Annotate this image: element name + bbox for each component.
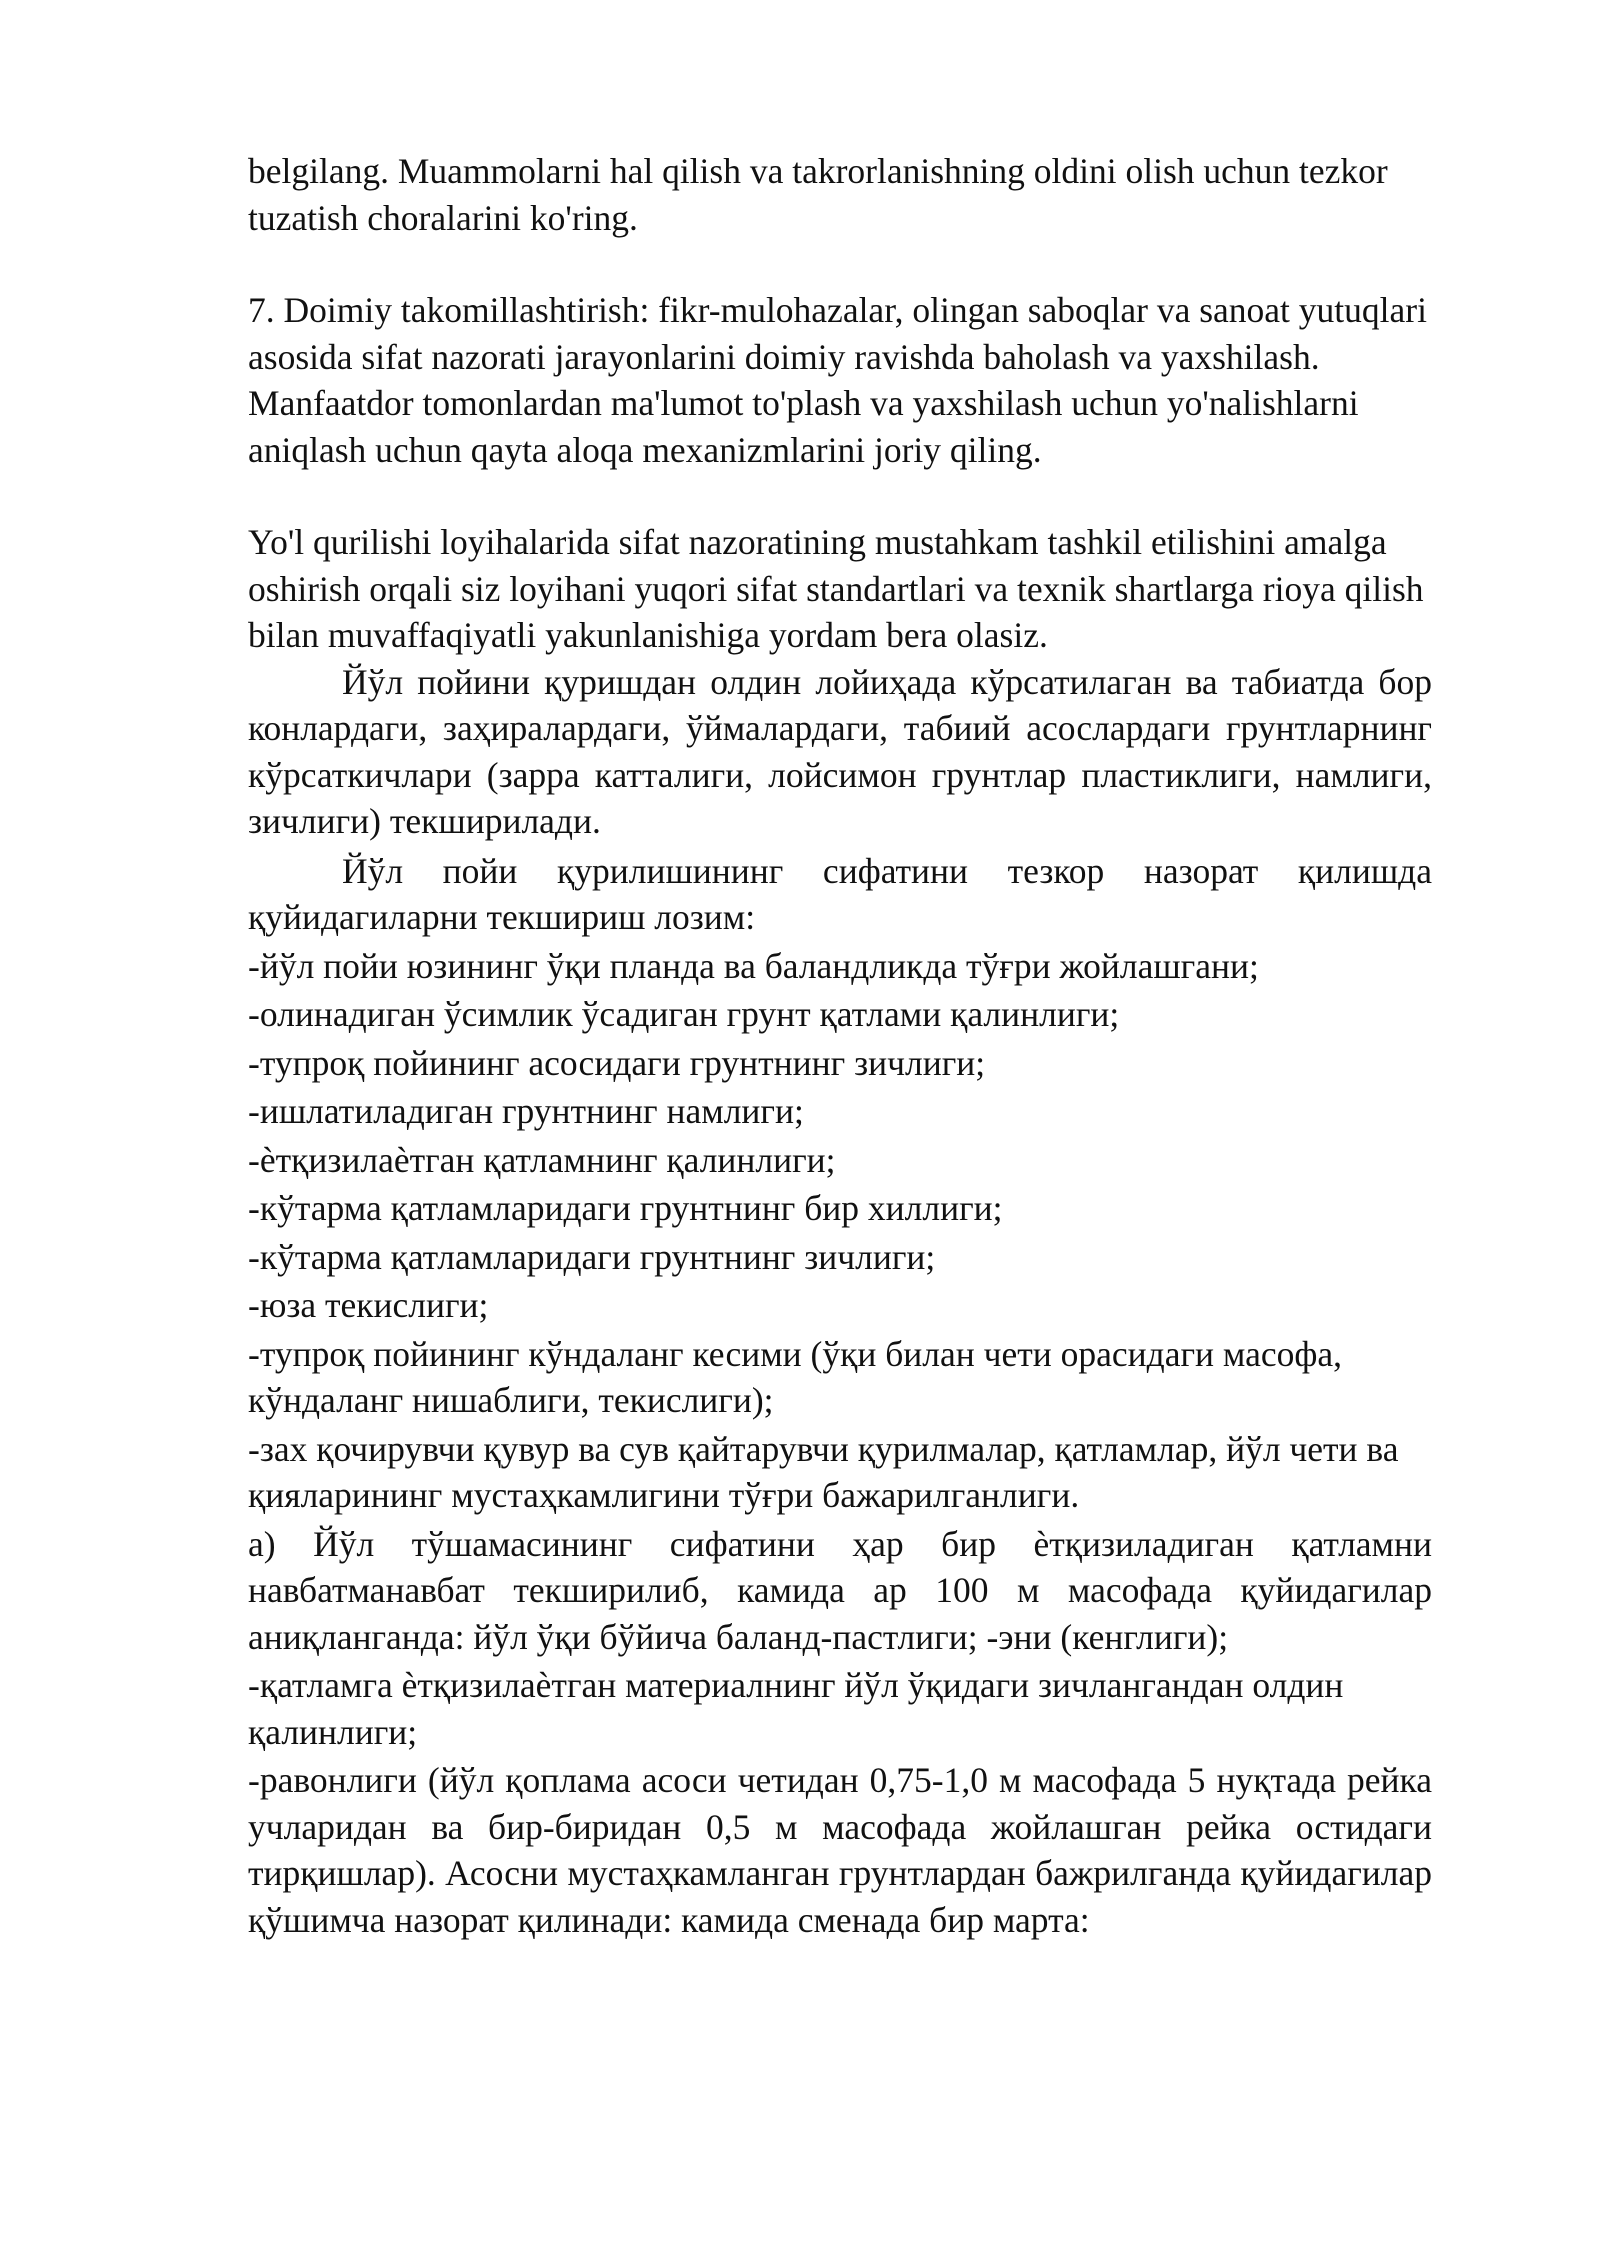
check-item: -юза текислиги; xyxy=(248,1285,489,1325)
check-item: -кўтарма қатламларидаги грунтнинг бир хиллиги; xyxy=(248,1188,1003,1228)
paragraph-soil-check-intro: Йўл пойини қуришдан олдин лойиҳада кўрсатилаган ва табиатда бор конлардаги, заҳиралардаги, ўймалардаги, табиий асослардаги грунтларнинг кўрсаткичлари (зарра катталиги, лойсимон грунтлар пластиклиги, намлиги, зичлиги) текширилади. xyxy=(248,661,1432,841)
paragraph-corrective-actions: belgilang. Muammolarni hal qilish va takrorlanishning oldini olish uchun tezkor tuzatish choralarini ko'ring. xyxy=(248,151,1388,238)
paragraph-quality-control-intro: Йўл пойи қурилишининг сифатини тезкор назорат қилишда қуйидагиларни текшириш лозим: xyxy=(248,850,1432,937)
paragraph-section-a: а) Йўл тўшамасининг сифатини ҳар бир ѐтқизиладиган қатламни навбатманавбат текширилиб, камида ар 100 м масофада қуйидагилар аниқланганда: йўл ўқи бўйича баланд-пастлиги; -эни (кенглиги); xyxy=(248,1523,1432,1657)
check-item: -тупроқ пойининг кўндаланг кесими (ўқи билан чети орасидаги масофа, кўндаланг нишаблиги, текислиги); xyxy=(248,1333,1343,1420)
paragraph-gap xyxy=(248,473,1432,519)
check-item: -кўтарма қатламларидаги грунтнинг зичлиги; xyxy=(248,1236,936,1277)
check-item: -тупроқ пойининг асосидаги грунтнинг зичлиги; xyxy=(248,1042,986,1083)
paragraph-conclusion: Yo'l qurilishi loyihalarida sifat nazoratining mustahkam tashkil etilishini amalga oshirish orqali siz loyihani yuqori sifat standartlari va texnik shartlarga rioya qilish bilan muvaffaqiyatli yakunlanishiga yordam bera olasiz. xyxy=(248,522,1424,655)
check-item: -зах қочирувчи қувур ва сув қайтарувчи қурилмалар, қатламлар, йўл чети ва қияларининг мустаҳкамлигини тўғри бажарилганлиги. xyxy=(248,1428,1399,1515)
paragraph-continuous-improvement: 7. Doimiy takomillashtirish: fikr-mulohazalar, olingan saboqlar va sanoat yutuqlari asosida sifat nazorati jarayonlarini doimiy ravishda baholash va yaxshilash. Manfaatdor tomonlardan ma'lumot to'plash va yaxshilash uchun yo'nalishlarni aniqlash uchun qayta aloqa mexanizmlarini joriy qiling. xyxy=(248,290,1427,470)
check-item: -олинадиган ўсимлик ўсадиган грунт қатлами қалинлиги; xyxy=(248,994,1120,1034)
section-a-item: -қатламга ѐтқизилаѐтган материалнинг йўл ўқидаги зичлангандан олдин қалинлиги; xyxy=(248,1665,1344,1752)
check-item: -йўл пойи юзининг ўқи планда ва баландликда тўғри жойлашгани; xyxy=(248,945,1259,986)
check-item: -ишлатиладиган грунтнинг намлиги; xyxy=(248,1091,804,1131)
document-body xyxy=(248,148,1432,1943)
paragraph-gap xyxy=(248,241,1432,287)
check-item: -ѐтқизилаѐтган қатламнинг қалинлиги; xyxy=(248,1139,836,1180)
section-a-item: -равонлиги (йўл қоплама асоси четидан 0,75-1,0 м масофада 5 нуқтада рейка учларидан ва бир-биридан 0,5 м масофада жойлашган рейка остидаги тирқишлар). Асосни мустаҳкамланган грунтлардан бажрилганда қуйидагилар қўшимча назорат қилинади: камида сменада бир марта: xyxy=(248,1760,1432,1940)
